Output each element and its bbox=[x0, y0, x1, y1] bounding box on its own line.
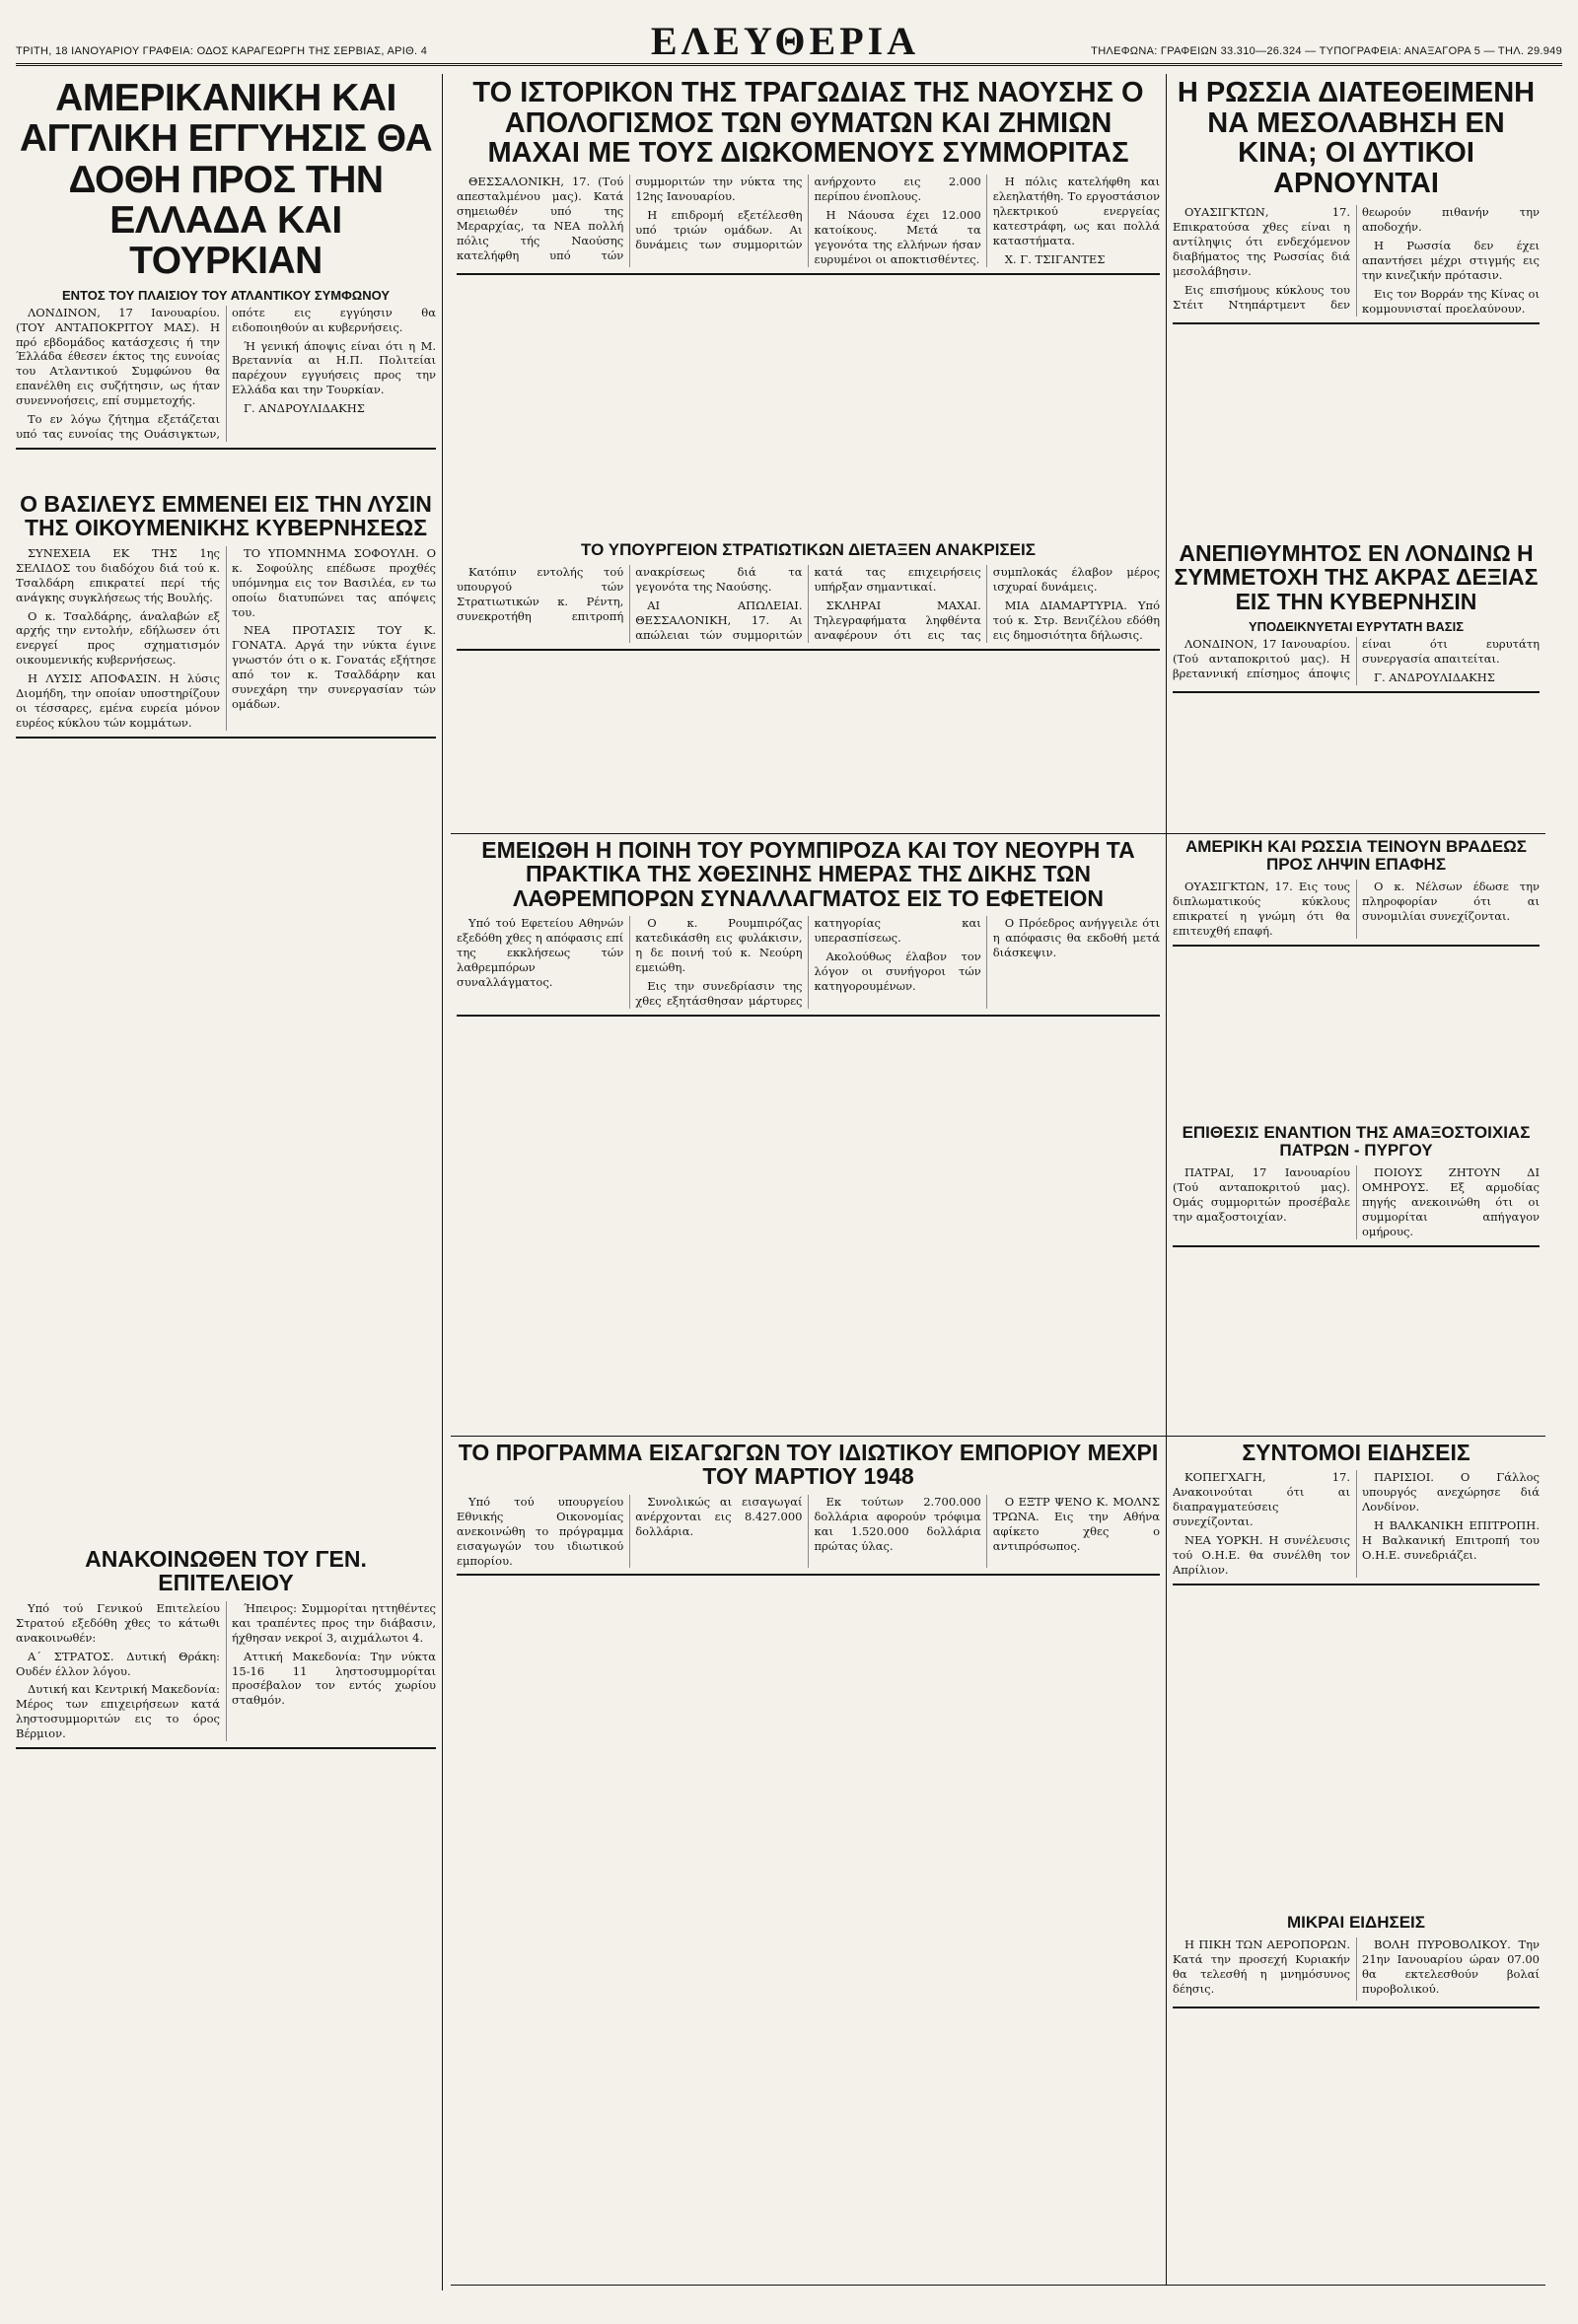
article-headline: ΤΟ ΥΠΟΥΡΓΕΙΟΝ ΣΤΡΑΤΙΩΤΙΚΩΝ ΔΙΕΤΑΞΕΝ ΑΝΑΚΡΙΣΕΙΣ bbox=[581, 540, 1036, 559]
article bbox=[16, 74, 436, 488]
article-paragraph: Η Νάουσα έχει 12.000 κατοίκους. Μετά τα γεγονότα της ελλήνων ήσαν ευρυμένοι οι αποκτισθέντες. bbox=[814, 208, 981, 266]
main-columns bbox=[443, 74, 1545, 2290]
article-divider bbox=[1173, 945, 1540, 947]
article-headline: ΤΟ ΙΣΤΟΡΙΚΟΝ ΤΗΣ ΤΡΑΓΩΔΙΑΣ ΤΗΣ ΝΑΟΥΣΗΣ Ο ΑΠΟΛΟΓΙΣΜΟΣ ΤΩΝ ΘΥΜΑΤΩΝ ΚΑΙ ΖΗΜΙΩΝ ΜΑΧΑΙ ΜΕ ΤΟΥΣ ΔΙΩΚΟΜΕΝΟΥΣ ΣΥΜΜΟΡΙΤΑΣ bbox=[472, 77, 1144, 170]
article-headline: ΣΥΝΤΟΜΟΙ ΕΙΔΗΣΕΙΣ bbox=[1242, 1440, 1470, 1465]
article-headline: ΜΙΚΡΑΙ ΕΙΔΗΣΕΙΣ bbox=[1287, 1913, 1425, 1932]
article-body bbox=[1173, 205, 1540, 317]
article-paragraph: Ακολούθως έλαβον τον λόγον οι συνήγοροι τών κατηγορουμένων. bbox=[814, 950, 981, 993]
article-paragraph: Ήπειρος: Συμμορίται ηττηθέντες και τραπέντες προς την διάβασιν, ήχθησαν νεκροί 3, αιχμάλωτοι 4. bbox=[232, 1600, 436, 1645]
article-paragraph: Αττική Μακεδονία: Την νύκτα 15-16 11 ληστοσυμμορίται προσέβαλον τον εντός χωρίου σταθμόν. bbox=[232, 1649, 436, 1708]
article-paragraph: Γ. ΑΝΔΡΟΥΛΙΔΑΚΗΣ bbox=[244, 401, 365, 416]
article-paragraph: ΛΟΝΔΙΝΟΝ, 17 Ιανουαρίου. (ΤΟΥ ΑΝΤΑΠΟΚΡΙΤΟΥ ΜΑΣ). Η πρό εβδομάδος κατάσχεσις ή την Έλλάδα έθεσεν έκτος της ευνοίας του Ατλαντικού Συμφώνου θα επανέλθη εις συζήτησιν, ως ήταν συνεννοήσεις, επί συμμετοχής. bbox=[16, 305, 220, 408]
article-paragraph: ΝΕΑ ΥΟΡΚΗ. Η συνέλευσις τού Ο.Η.Ε. θα συνέλθη τον Απρίλιον. bbox=[1173, 1533, 1350, 1577]
article-headline: ΕΠΙΘΕΣΙΣ ΕΝΑΝΤΙΟΝ ΤΗΣ ΑΜΑΞΟΣΤΟΙΧΙΑΣ ΠΑΤΡΩΝ - ΠΥΡΓΟΥ bbox=[1182, 1123, 1531, 1161]
article-paragraph: Η Ρωσσία δεν έχει απαντήσει μέχρι στιγμής εις την κινεζικήν πρότασιν. bbox=[1362, 238, 1540, 282]
article-paragraph: Η ΛΥΣΙΣ ΑΠΟΦΑΣΙΝ. Η λύσις Διομήδη, την οποίαν υποστηρίζουν οι τέσσαρες, εμένα ευρεία μόνον ευρέος κύκλου τών κομμάτων. bbox=[16, 671, 220, 731]
article-paragraph: Η επιδρομή εξετέλεσθη υπό τριών ομάδων. Αι δυνάμεις των συμμοριτών ανήρχοντο εις 2.000 περίπου ένοπλους. bbox=[635, 175, 981, 251]
article-body bbox=[16, 306, 436, 442]
article-paragraph: ΟΥΑΣΙΓΚΤΩΝ, 17. Εις τους διπλωματικούς κύκλους επικρατεί η γνώμη ότι θα επιτευχθή επαφή. bbox=[1173, 880, 1350, 938]
article-body bbox=[1173, 1470, 1540, 1578]
masthead-date: ΤΡΙΤΗ, 18 ΙΑΝΟΥΑΡΙΟΥ ΓΡΑΦΕΙΑ: ΟΔΟΣ ΚΑΡΑΓΕΩΡΓΗ ΤΗΣ ΣΕΡΒΙΑΣ, ΑΡΙΘ. 4 bbox=[16, 45, 428, 57]
article-paragraph: Εις επισήμους κύκλους του Στέιτ Ντηπάρτμεντ δεν θεωρούν πιθανήν την αποδοχήν. bbox=[1173, 204, 1540, 312]
article-headline: Η ΡΩΣΣΙΑ ΔΙΑΤΕΘΕΙΜΕΝΗ ΝΑ ΜΕΣΟΛΑΒΗΣΗ ΕΝ ΚΙΝΑ; ΟΙ ΔΥΤΙΚΟΙ ΑΡΝΟΥΝΤΑΙ bbox=[1177, 77, 1536, 200]
article-paragraph: ΝΕΑ ΠΡΟΤΑΣΙΣ ΤΟΥ Κ. ΓΟΝΑΤΑ. Αργά την νύκτα έγινε γνωστόν ότι ο κ. Γονατάς εξήτησε από τον κ. Τσαλδάρην και συνεχάρη την συνεργασίαν τών ομάδων. bbox=[232, 623, 436, 712]
article bbox=[1173, 74, 1540, 537]
article-paragraph: ΣΚΛΗΡΑΙ ΜΑΧΑΙ. Τηλεγραφήματα ληφθέντα αναφέρουν ότι εις τας συμπλοκάς έλαβον μέρος ισχυραί δυνάμεις. bbox=[814, 565, 1160, 642]
article-row bbox=[451, 74, 1545, 834]
article-divider bbox=[457, 1015, 1160, 1017]
article bbox=[457, 74, 1160, 537]
article bbox=[1173, 1910, 1540, 2265]
article-headline: ΕΜΕΙΩΘΗ Η ΠΟΙΝΗ ΤΟΥ ΡΟΥΜΠΙΡΟΖΑ ΚΑΙ ΤΟΥ ΝΕΟΥΡΗ ΤΑ ΠΡΑΚΤΙΚΑ ΤΗΣ ΧΘΕΣΙΝΗΣ ΗΜΕΡΑΣ ΤΗΣ ΔΙΚΗΣ ΤΩΝ ΛΑΘΡΕΜΠΟΡΩΝ ΣΥΝΑΛΛΑΓΜΑΤΟΣ ΕΙΣ ΤΟ ΕΦΕΤΕΙΟΝ bbox=[481, 837, 1135, 911]
article-headline: ΑΜΕΡΙΚΗ ΚΑΙ ΡΩΣΣΙΑ ΤΕΙΝΟΥΝ ΒΡΑΔΕΩΣ ΠΡΟΣ ΛΗΨΙΝ ΕΠΑΦΗΣ bbox=[1184, 837, 1528, 875]
article-body bbox=[1173, 880, 1540, 939]
article-paragraph: ΒΟΛΗ ΠΥΡΟΒΟΛΙΚΟΥ. Την 21ην Ιανουαρίου ώραν 07.00 θα εκτελεσθούν βολαί πυροβολικού. bbox=[1362, 1937, 1540, 1996]
article-cell bbox=[451, 74, 1167, 833]
newspaper-page bbox=[16, 16, 1562, 2292]
article-paragraph: Η ΠΙΚΗ ΤΩΝ ΑΕΡΟΠΟΡΩΝ. Κατά την προσεχή Κυριακήν θα τελεσθή η μνημόσυνος δέησις. bbox=[1173, 1937, 1350, 1996]
article-paragraph: ΚΟΠΕΓΧΑΓΗ, 17. Ανακοινούται ότι αι διαπραγματεύσεις συνεχίζονται. bbox=[1173, 1470, 1350, 1529]
article-divider bbox=[457, 273, 1160, 275]
article-paragraph: ΑΙ ΑΠΩΛΕΙΑΙ. ΘΕΣΣΑΛΟΝΙΚΗ, 17. Αι απώλειαι τών συμμοριτών κατά τας επιχειρήσεις υπήρξαν σημαντικαί. bbox=[635, 565, 981, 642]
article-paragraph: Υπό τού Γενικού Επιτελείου Στρατού εξεδόθη χθες το κάτωθι ανακοινωθέν: bbox=[16, 1600, 220, 1645]
article-paragraph: Εις τον Βορράν της Κίνας οι κομμουνισταί προελαύνουν. bbox=[1362, 286, 1540, 316]
article-paragraph: Ο κ. Τσαλδάρης, άναλαβών εξ αρχής την εντολήν, εδήλωσεν ότι ενεργεί προς σχηματισμόν οικουμενικής κυβερνήσεως. bbox=[16, 608, 220, 668]
article-row bbox=[451, 1437, 1545, 2286]
article-divider bbox=[457, 1574, 1160, 1576]
article bbox=[457, 1437, 1160, 2275]
newspaper-title: ΕΛΕΥΘΕΡΙΑ bbox=[650, 19, 920, 63]
article bbox=[457, 537, 1160, 804]
article-headline: ΤΟ ΠΡΟΓΡΑΜΜΑ ΕΙΣΑΓΩΓΩΝ ΤΟΥ ΙΔΙΩΤΙΚΟΥ ΕΜΠΟΡΙΟΥ ΜΕΧΡΙ ΤΟΥ ΜΑΡΤΙΟΥ 1948 bbox=[458, 1440, 1159, 1490]
article-headline: Ο ΒΑΣΙΛΕΥΣ ΕΜΜΕΝΕΙ ΕΙΣ ΤΗΝ ΛΥΣΙΝ ΤΗΣ ΟΙΚΟΥΜΕΝΙΚΗΣ ΚΥΒΕΡΝΗΣΕΩΣ bbox=[20, 491, 432, 541]
masthead-contact: ΤΗΛΕΦΩΝΑ: ΓΡΑΦΕΙΩΝ 33.310—26.324 — ΤΥΠΟΓΡΑΦΕΙΑ: ΑΝΑΞΑΓΟΡΑ 5 — ΤΗΛ. 29.949 bbox=[1091, 45, 1562, 57]
article-subhead: ΥΠΟΔΕΙΚΝΥΕΤΑΙ ΕΥΡΥΤΑΤΗ ΒΑΣΙΣ bbox=[1248, 619, 1465, 635]
article-divider bbox=[1173, 1584, 1540, 1585]
article-body bbox=[457, 175, 1160, 267]
article-paragraph: Χ. Γ. ΤΣΙΓΑΝΤΕΣ bbox=[1004, 251, 1106, 266]
article bbox=[1173, 1120, 1540, 1416]
article-paragraph: Ή γενική άποψις είναι ότι η Μ. Βρεταννία αι Η.Π. Πολιτείαι παρέχουν εγγυήσεις προς την Ελλάδα και την Τουρκίαν. bbox=[232, 338, 436, 397]
article-paragraph: ΤΟ ΥΠΟΜΝΗΜΑ ΣΟΦΟΥΛΗ. Ο κ. Σοφούλης επέδωσε προχθές υπόμνημα εις τον Βασιλέα, εν τω οποίω διατυπώνει τας απόψεις του. bbox=[232, 545, 436, 619]
article-subhead: ΕΝΤΟΣ ΤΟΥ ΠΛΑΙΣΙΟΥ ΤΟΥ ΑΤΛΑΝΤΙΚΟΥ ΣΥΜΦΩΝΟΥ bbox=[61, 287, 391, 303]
article-paragraph: Υπό τού Εφετείου Αθηνών εξεδόθη χθες η απόφασις επί της εκκλήσεως τών λαθρεμπόρων συναλλάγματος. bbox=[457, 916, 624, 989]
page-grid bbox=[16, 74, 1562, 2290]
article-body bbox=[1173, 1937, 1540, 2001]
masthead bbox=[16, 16, 1562, 66]
article bbox=[1173, 834, 1540, 1120]
article-paragraph: ΣΥΝΕΧΕΙΑ ΕΚ ΤΗΣ 1ης ΣΕΛΙΔΟΣ του διαδόχου διά τού κ. Τσαλδάρη επικρατεί περί τής ανάγκης συγκλήσεως τής Βουλής. bbox=[16, 545, 220, 604]
article-paragraph: ΛΟΝΔΙΝΟΝ, 17 Ιανουαρίου. (Τού ανταποκριτού μας). Η βρεταννική επίσημος άποψις είναι ότι ευρυτάτη συνεργασία απαιτείται. bbox=[1173, 637, 1540, 680]
article-body bbox=[457, 1495, 1160, 1569]
article-paragraph: Ο Πρόεδρος ανήγγειλε ότι η απόφασις θα εκδοθή μετά διάσκεψιν. bbox=[992, 916, 1160, 959]
article bbox=[457, 834, 1160, 1426]
article-paragraph: ΠΑΡΙΣΙΟΙ. Ο Γάλλος υπουργός ανεχώρησε διά Λονδίνον. bbox=[1362, 1470, 1540, 1514]
article-headline: ΑΝΑΚΟΙΝΩΘΕΝ ΤΟΥ ΓΕΝ. ΕΠΙΤΕΛΕΙΟΥ bbox=[85, 1546, 367, 1596]
article-paragraph: Εκ τούτων 2.700.000 δολλάρια αφορούν τρόφιμα και 1.520.000 δολλάρια πρώτας ύλας. bbox=[814, 1494, 981, 1553]
article-body bbox=[16, 1601, 436, 1741]
article-cell bbox=[1167, 74, 1545, 833]
article-paragraph: Γ. ΑΝΔΡΟΥΛΙΔΑΚΗΣ bbox=[1374, 670, 1495, 684]
article-headline: ΑΜΕΡΙΚΑΝΙΚΗ ΚΑΙ ΑΓΓΛΙΚΗ ΕΓΓΥΗΣΙΣ ΘΑ ΔΟΘΗ ΠΡΟΣ ΤΗΝ ΕΛΛΑΔΑ ΚΑΙ ΤΟΥΡΚΙΑΝ bbox=[19, 77, 433, 283]
article-paragraph: Η ΒΑΛΚΑΝΙΚΗ ΕΠΙΤΡΟΠΗ. Η Βαλκανική Επιτροπή του Ο.Η.Ε. συνεδριάζει. bbox=[1362, 1518, 1540, 1563]
article-paragraph: ΟΥΑΣΙΓΚΤΩΝ, 17. Επικρατούσα χθες είναι η αντίληψις ότι ενδεχόμενον διαβήματος της Ρωσσίας διά μεσολάβησιν. bbox=[1173, 204, 1350, 278]
article-row bbox=[451, 834, 1545, 1437]
article-body bbox=[16, 546, 436, 731]
article-cell bbox=[1167, 1437, 1545, 2285]
article-divider bbox=[1173, 322, 1540, 324]
left-column bbox=[16, 74, 443, 2290]
article-body bbox=[457, 916, 1160, 1009]
article-divider bbox=[16, 448, 436, 450]
article-divider bbox=[1173, 1245, 1540, 1247]
article-paragraph: Κατόπιν εντολής τού υπουργού τών Στρατιωτικών κ. Ρέντη, συνεκροτήθη επιτροπή ανακρίσεως διά τα γεγονότα της Ναούσης. bbox=[457, 565, 803, 623]
article-divider bbox=[1173, 691, 1540, 693]
article-headline: ΑΝΕΠΙΘΥΜΗΤΟΣ ΕΝ ΛΟΝΔΙΝΩ Η ΣΥΜΜΕΤΟΧΗ ΤΗΣ ΑΚΡΑΣ ΔΕΞΙΑΣ ΕΙΣ ΤΗΝ ΚΥΒΕΡΝΗΣΙΝ bbox=[1174, 540, 1539, 614]
article-paragraph: Εις την συνεδρίασιν της χθες εξητάσθησαν μάρτυρες κατηγορίας και υπερασπίσεως. bbox=[635, 916, 981, 1008]
article bbox=[16, 488, 436, 1543]
article-paragraph: Το εν λόγω ζήτημα εξετάζεται υπό τας ευνοίας της Ουάσιγκτων, οπότε εις εγγύησιν θα ειδοποιηθούν αι κυβερνήσεις. bbox=[16, 305, 436, 442]
article-cell bbox=[1167, 834, 1545, 1436]
article-paragraph: Η πόλις κατελήφθη και ελεηλατήθη. Το εργοστάσιον ηλεκτρικού ενεργείας κατεστράφη, ως και πολλά καταστήματα. bbox=[992, 175, 1160, 247]
article-paragraph: Ο κ. Ρουμπιρόζας κατεδικάσθη εις φυλάκισιν, η δε ποινή τού κ. Νεούρη εμειώθη. bbox=[635, 916, 803, 974]
article-paragraph: Υπό τού υπουργείου Εθνικής Οικονομίας ανεκοινώθη το πρόγραμμα εισαγωγών του ιδιωτικού εμπορίου. bbox=[457, 1494, 624, 1568]
article-paragraph: Α΄ ΣΤΡΑΤΟΣ. Δυτική Θράκη: Ουδέν έλλον λόγου. bbox=[16, 1649, 220, 1678]
article-divider bbox=[16, 1747, 436, 1749]
article-divider bbox=[457, 649, 1160, 651]
article-paragraph: Δυτική και Κεντρική Μακεδονία: Μέρος των επιχειρήσεων κατά ληστοσυμμοριτών εις το όρος Βέρμιον. bbox=[16, 1682, 220, 1741]
article bbox=[1173, 1437, 1540, 1910]
article-paragraph: ΠΑΤΡΑΙ, 17 Ιανουαρίου (Τού ανταποκριτού μας). Ομάς συμμοριτών προσέβαλε την αμαξοστοιχίαν. bbox=[1173, 1165, 1350, 1224]
article-body bbox=[457, 565, 1160, 643]
article-paragraph: Συνολικώς αι εισαγωγαί ανέρχονται εις 8.427.000 δολλάρια. bbox=[635, 1494, 803, 1538]
article bbox=[1173, 537, 1540, 823]
article-paragraph: Ο ΕΞΤΡ ΨΕΝΟ Κ. ΜΟΛΝΣ ΤΡΩΝΑ. Εις την Αθήνα αφίκετο χθες ο αντιπρόσωπος. bbox=[992, 1494, 1160, 1553]
article-paragraph: Ο κ. Νέλσων έδωσε την πληροφορίαν ότι αι συνομιλίαι συνεχίζονται. bbox=[1362, 880, 1540, 923]
article-divider bbox=[1173, 2007, 1540, 2008]
article-cell bbox=[451, 834, 1167, 1436]
article-paragraph: ΠΟΙΟΥΣ ΖΗΤΟΥΝ ΔΙ ΟΜΗΡΟΥΣ. Εξ αρμοδίας πηγής ανεκοινώθη ότι οι συμμορίται απήγαγον ομήρους. bbox=[1362, 1165, 1540, 1238]
article bbox=[16, 1543, 436, 2174]
article-divider bbox=[16, 737, 436, 739]
article-body bbox=[1173, 1165, 1540, 1239]
article-paragraph: ΘΕΣΣΑΛΟΝΙΚΗ, 17. (Τού απεσταλμένου μας). Κατά σημειωθέν υπό της Μεραρχίας, τα ΝΕΑ πολλή πόλις τής Ναούσης κατελήφθη υπό τών συμμοριτών την νύκτα της 12ης Ιανουαρίου. bbox=[457, 175, 803, 262]
article-cell bbox=[451, 1437, 1167, 2285]
article-paragraph: ΜΙΑ ΔΙΑΜΑΡΤΥΡΙΑ. Υπό τού κ. Στρ. Βενιζέλου εδόθη εις δημοσιότητα δήλωσις. bbox=[992, 598, 1160, 642]
article-body bbox=[1173, 637, 1540, 685]
